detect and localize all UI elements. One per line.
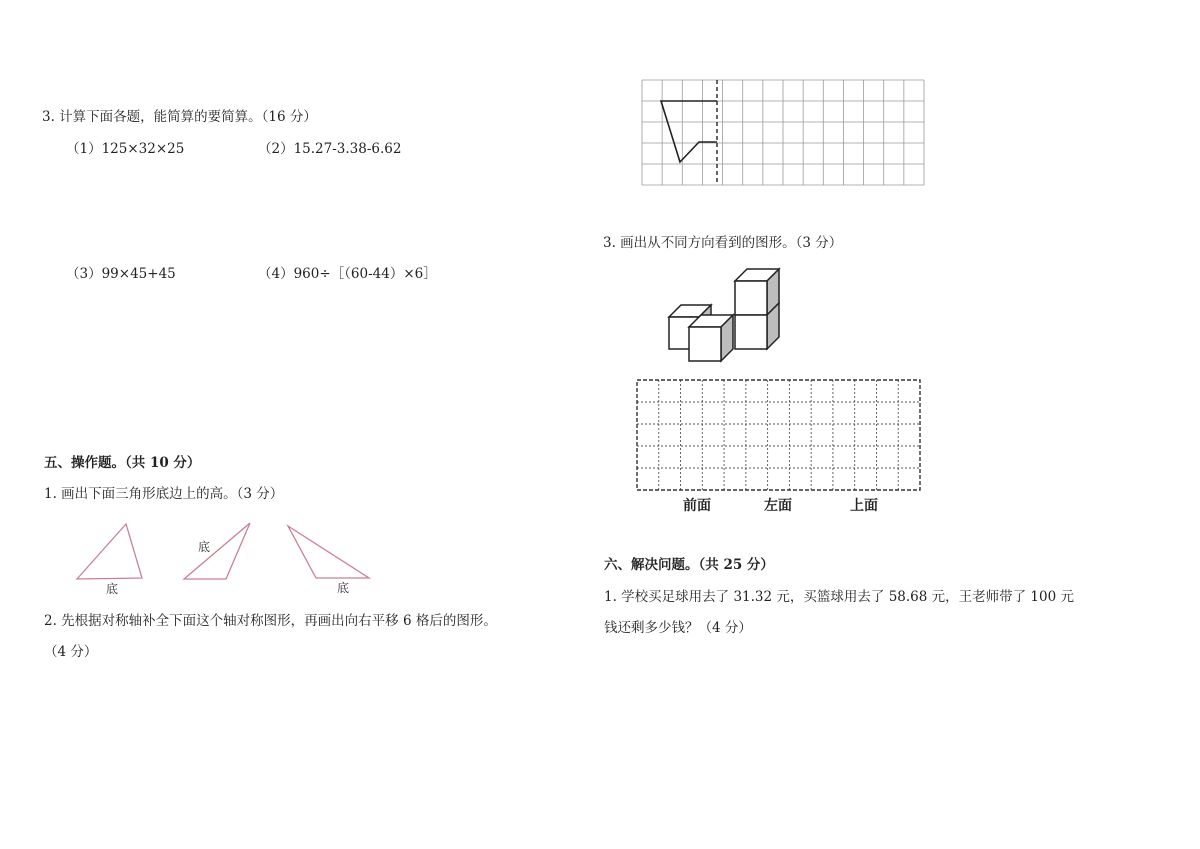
symmetry-question-line2: （4 分） <box>44 644 98 660</box>
section6-heading: 六、解决问题。（共 25 分） <box>604 557 774 573</box>
view-label-front: 前面 <box>683 498 711 514</box>
triangle-1 <box>77 524 142 579</box>
triangles-figure <box>70 518 400 598</box>
views-answer-grid <box>636 379 922 493</box>
dotted-grid-lines <box>637 380 920 490</box>
triangle-label-2: 底 <box>198 540 211 554</box>
half-figure <box>661 101 717 162</box>
calc-item-2: （2）15.27-3.38-6.62 <box>258 141 402 157</box>
symmetry-grid <box>642 80 926 186</box>
cube-stack-figure <box>665 265 795 365</box>
grid-lines <box>642 80 924 185</box>
calc-item-4: （4）960÷［（60-44）×6］ <box>258 266 437 282</box>
altitude-question: 1. 画出下面三角形底边上的高。（3 分） <box>44 486 284 502</box>
calc-item-3: （3）99×45+45 <box>66 266 176 282</box>
calc-question-title: 3. 计算下面各题，能简算的要简算。（16 分） <box>42 109 317 125</box>
triangle-2 <box>184 523 250 579</box>
views-question: 3. 画出从不同方向看到的图形。（3 分） <box>603 235 843 251</box>
triangle-label-3: 底 <box>337 581 350 595</box>
triangle-3 <box>288 526 369 578</box>
view-label-top: 上面 <box>850 498 878 514</box>
word-problem-line1: 1. 学校买足球用去了 31.32 元，买篮球用去了 58.68 元，王老师带了 100 元 <box>604 589 1074 605</box>
section5-heading: 五、操作题。（共 10 分） <box>44 455 201 471</box>
view-label-left: 左面 <box>764 498 792 514</box>
word-problem-line2: 钱还剩多少钱？（4 分） <box>604 620 752 636</box>
calc-item-1: （1）125×32×25 <box>66 141 185 157</box>
triangle-label-1: 底 <box>106 582 119 596</box>
symmetry-question-line1: 2. 先根据对称轴补全下面这个轴对称图形，再画出向右平移 6 格后的图形。 <box>44 613 497 629</box>
